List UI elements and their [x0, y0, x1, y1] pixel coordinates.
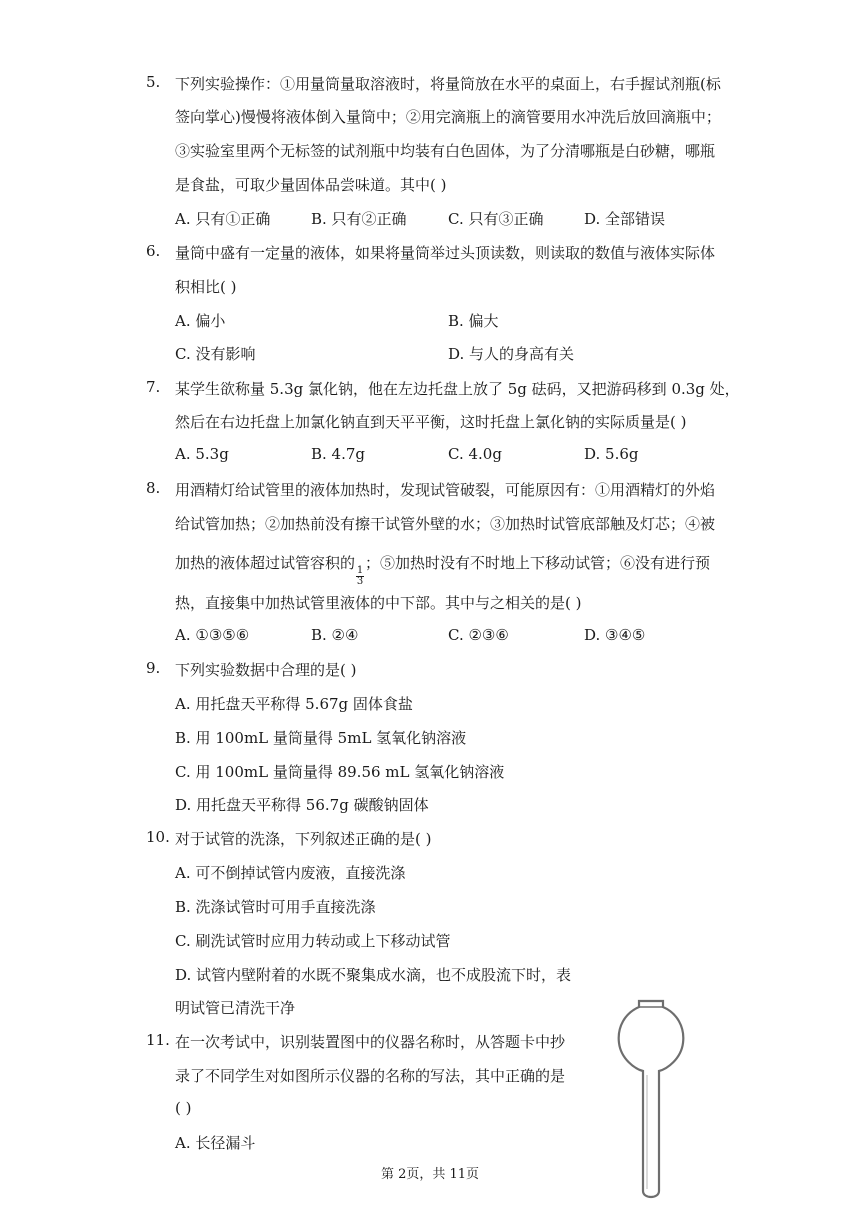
- question-8-stem-line-4: 热，直接集中加热试管里液体的中下部。其中与之相关的是( ): [175, 594, 582, 612]
- question-5-stem-line-3: ③实验室里两个无标签的试剂瓶中均装有白色固体，为了分清哪瓶是白砂糖，哪瓶: [175, 142, 716, 160]
- question-8-number: 8.: [146, 479, 161, 497]
- question-7-option-b: B. 4.7g: [311, 445, 366, 463]
- question-8-option-b: B. ②④: [311, 626, 359, 644]
- fraction-denominator: 3: [356, 576, 364, 587]
- question-6-option-b: B. 偏大: [448, 312, 499, 330]
- question-10-option-d-continued: 明试管已清洗干净: [175, 999, 296, 1017]
- question-10-option-a: A. 可不倒掉试管内废液，直接洗涤: [175, 864, 406, 882]
- question-5-number: 5.: [146, 73, 161, 91]
- question-10-option-b: B. 洗涤试管时可用手直接洗涤: [175, 898, 376, 916]
- question-9-option-d: D. 用托盘天平称得 56.7g 碳酸钠固体: [175, 796, 429, 814]
- question-8-line-3-text-before: 加热的液体超过试管容积的: [175, 554, 356, 572]
- question-7-stem-line-1: 某学生欲称量 5.3g 氯化钠，他在左边托盘上放了 5g 砝码，又把游码移到 0.3g 处，: [175, 380, 740, 398]
- question-10-stem: 对于试管的洗涤，下列叙述正确的是( ): [175, 830, 432, 848]
- question-9-stem: 下列实验数据中合理的是( ): [175, 661, 357, 679]
- question-5-option-d: D. 全部错误: [584, 210, 666, 228]
- question-8-stem-line-3: [175, 552, 710, 587]
- question-11-number: 11.: [146, 1031, 170, 1049]
- question-11-stem-line-3: ( ): [175, 1099, 192, 1117]
- question-8-option-a: A. ①③⑤⑥: [175, 626, 250, 644]
- question-7-stem-line-2: 然后在右边托盘上加氯化钠直到天平平衡，这时托盘上氯化钠的实际质量是( ): [175, 413, 687, 431]
- question-5-stem-line-1: 下列实验操作：①用量筒量取溶液时，将量筒放在水平的桌面上，右手握试剂瓶(标: [175, 75, 721, 93]
- question-6-option-c: C. 没有影响: [175, 345, 256, 363]
- question-8-option-c: C. ②③⑥: [448, 626, 509, 644]
- question-7-number: 7.: [146, 378, 161, 396]
- question-6-stem-line-2: 积相比( ): [175, 278, 237, 296]
- fraction-one-third: [356, 566, 364, 587]
- question-6-number: 6.: [146, 242, 161, 260]
- question-10-option-d: D. 试管内壁附着的水既不聚集成水滴，也不成股流下时，表: [175, 966, 572, 984]
- question-10-number: 10.: [146, 828, 170, 846]
- question-6-option-d: D. 与人的身高有关: [448, 345, 575, 363]
- question-11-stem-line-1: 在一次考试中，识别装置图中的仪器名称时，从答题卡中抄: [175, 1033, 566, 1051]
- question-8-option-d: D. ③④⑤: [584, 626, 646, 644]
- question-9-number: 9.: [146, 659, 161, 677]
- question-9-option-c: C. 用 100mL 量筒量得 89.56 mL 氢氧化钠溶液: [175, 763, 505, 781]
- question-7-option-a: A. 5.3g: [175, 445, 229, 463]
- question-10-option-c: C. 刷洗试管时应用力转动或上下移动试管: [175, 932, 451, 950]
- question-8-stem-line-2: 给试管加热；②加热前没有擦干试管外壁的水；③加热时试管底部触及灯芯；④被: [175, 515, 716, 533]
- question-8-line-3-text-after: ；⑤加热时没有不时地上下移动试管；⑥没有进行预: [365, 554, 711, 572]
- question-11-stem-line-2: 录了不同学生对如图所示仪器的名称的写法，其中正确的是: [175, 1067, 566, 1085]
- question-5-option-a: A. 只有①正确: [175, 210, 271, 228]
- question-7-option-d: D. 5.6g: [584, 445, 639, 463]
- question-5-option-c: C. 只有③正确: [448, 210, 544, 228]
- question-5-stem-line-2: 签向掌心)慢慢将液体倒入量筒中；②用完滴瓶上的滴管要用水冲洗后放回滴瓶中；: [175, 108, 721, 126]
- question-8-stem-line-1: 用酒精灯给试管里的液体加热时，发现试管破裂，可能原因有：①用酒精灯的外焰: [175, 481, 716, 499]
- question-6-stem-line-1: 量筒中盛有一定量的液体，如果将量筒举过头顶读数，则读取的数值与液体实际体: [175, 244, 716, 262]
- page-footer: 第 2页，共 11页: [380, 1167, 480, 1182]
- question-5-stem-line-4: 是食盐，可取少量固体品尝味道。其中( ): [175, 176, 447, 194]
- question-9-option-b: B. 用 100mL 量筒量得 5mL 氢氧化钠溶液: [175, 729, 467, 747]
- question-7-option-c: C. 4.0g: [448, 445, 502, 463]
- question-9-option-a: A. 用托盘天平称得 5.67g 固体食盐: [175, 695, 413, 713]
- question-6-option-a: A. 偏小: [175, 312, 226, 330]
- fraction-numerator: 1: [356, 565, 364, 576]
- question-5-option-b: B. 只有②正确: [311, 210, 407, 228]
- question-11-option-a: A. 长径漏斗: [175, 1134, 256, 1152]
